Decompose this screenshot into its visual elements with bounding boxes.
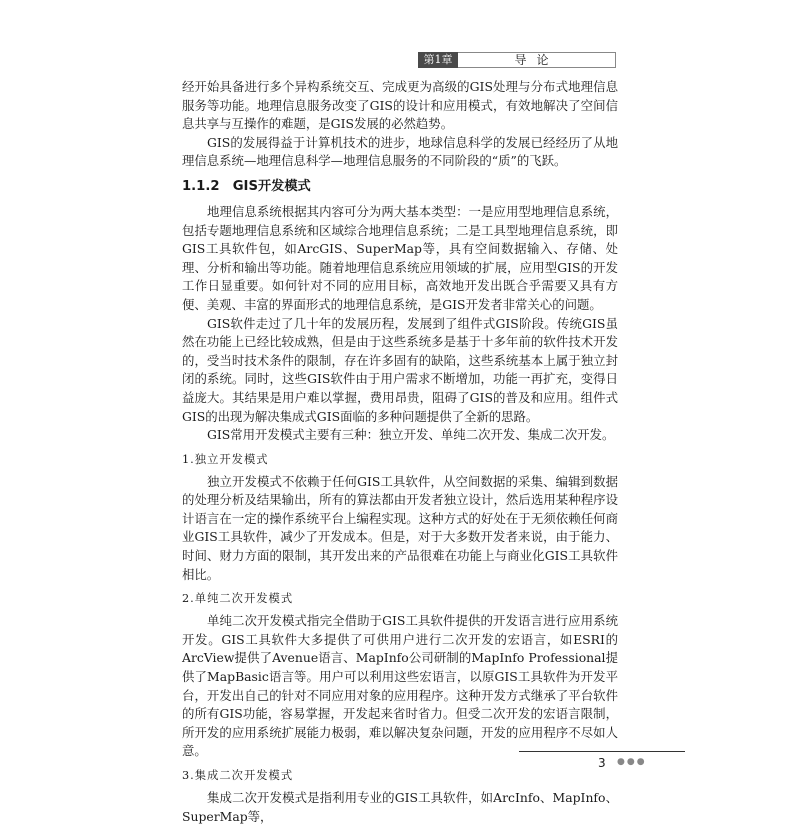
paragraph: GIS的发展得益于计算机技术的进步，地球信息科学的发展已经经历了从地理信息系统—地理信息科学—地理信息服务的不同阶段的“质”的飞跃。 <box>182 134 618 169</box>
paragraph: 独立开发模式不依赖于任何GIS工具软件，从空间数据的采集、编辑到数据的处理分析及结果输出，所有的算法都由开发者独立设计，然后选用某种程序设计语言在一定的操作系统平台上编程实现。这种方式的好处在于无须依赖任何商业GIS工具软件，减少了开发成本。但是，对于大多数开发者来说，由于能力、时间、财力方面的限制，其开发出来的产品很难在功能上与商业化GIS工具软件相比。 <box>182 473 618 582</box>
paragraph: 地理信息系统根据其内容可分为两大基本类型：一是应用型地理信息系统，包括专题地理信息系统和区域综合地理信息系统；二是工具型地理信息系统，即GIS工具软件包，如ArcGIS、SuperMap等，具有空间数据输入、存储、处理、分析和输出等功能。随着地理信息系统应用领域的扩展，应用型GIS的开发工作日显重要。如何针对不同的应用目标，高效地开发出既合乎需要又具有方便、美观、丰富的界面形式的地理信息系统，是GIS开发者非常关心的问题。 <box>182 203 618 312</box>
paragraph: 集成二次开发模式是指利用专业的GIS工具软件，如ArcInfo、MapInfo、SuperMap等， <box>182 790 618 824</box>
paragraph: GIS软件走过了几十年的发展历程，发展到了组件式GIS阶段。传统GIS虽然在功能上已经比较成熟，但是由于这些系统多是基于十多年前的软件技术开发的，受当时技术条件的限制，存在许多固有的缺陷，这些系统基本上属于独立封闭的系统。同时，这些GIS软件由于用户需求不断增加，功能一再扩充，变得日益庞大。其结果是用户难以掌握，费用昂贵，阻碍了GIS的普及和应用。组件式GIS的出现为解决集成式GIS面临的多种问题提供了全新的思路。 <box>182 315 618 424</box>
page-number: 3 <box>598 756 606 770</box>
paragraph: GIS常用开发模式主要有三种：独立开发、单纯二次开发、集成二次开发。 <box>207 427 615 443</box>
page-body <box>182 78 618 826</box>
paragraph: 经开始具备进行多个异构系统交互、完成更为高级的GIS处理与分布式地理信息服务等功能。地理信息服务改变了GIS的设计和应用模式，有效地解决了空间信息共享与互操作的难题，是GIS发展的必然趋势。 <box>182 79 618 132</box>
footer-dots-icon: ●●● <box>617 757 647 767</box>
subheading: 1.独立开发模式 <box>182 452 269 466</box>
chapter-title: 导论 <box>458 52 616 68</box>
running-header <box>418 52 616 68</box>
footer-rule <box>519 751 685 752</box>
paragraph: 单纯二次开发模式指完全借助于GIS工具软件提供的开发语言进行应用系统开发。GIS工具软件大多提供了可供用户进行二次开发的宏语言，如ESRI的ArcView提供了Avenue语言、MapInfo公司研制的MapInfo Professional提供了MapBasic语言等。用户可以利用这些宏语言，以原GIS工具软件为开发平台，开发出自己的针对不同应用对象的应用程序。这种开发方式继承了平台软件的所有GIS功能，容易掌握，开发起来省时省力。但受二次开发的宏语言限制，所开发的应用系统扩展能力极弱，难以解决复杂问题，开发的应用程序不尽如人意。 <box>182 613 618 759</box>
subheading: 3.集成二次开发模式 <box>182 769 294 782</box>
subheading: 2.单纯二次开发模式 <box>182 592 294 606</box>
chapter-label: 第1章 <box>418 52 458 68</box>
section-heading: 1.1.2 GIS开发模式 <box>182 178 311 194</box>
